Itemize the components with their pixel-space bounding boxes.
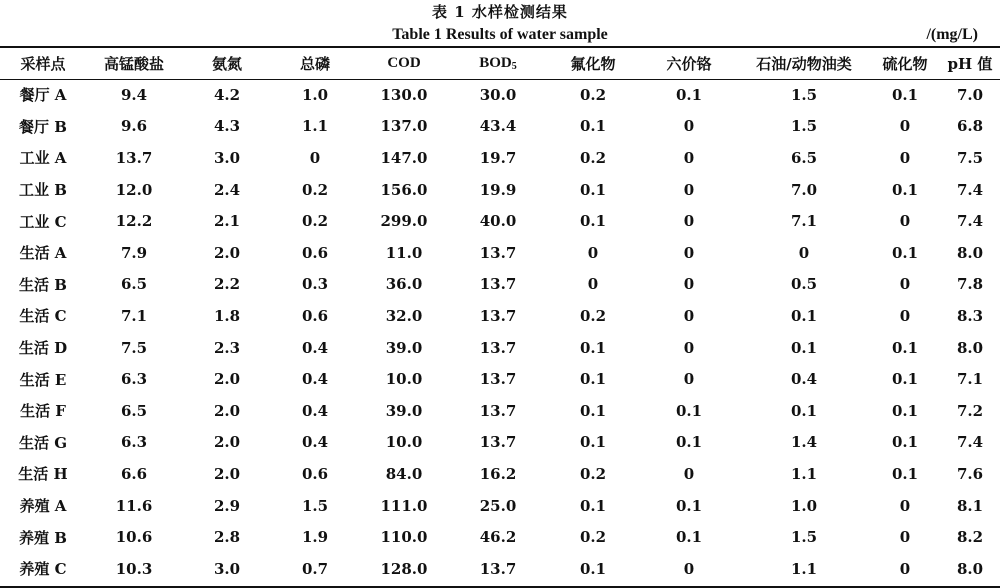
value-cell: 1.0 (790, 496, 818, 515)
value-cell: 8.0 (956, 243, 984, 262)
value-cell: 43.4 (479, 117, 517, 136)
value-cell: 7.1 (790, 212, 818, 231)
value-cell: 10.0 (385, 433, 423, 452)
value-cell: 110.0 (380, 528, 428, 547)
value-cell: 0.1 (579, 338, 607, 357)
sample-name-cell: 生活 H (18, 465, 68, 484)
sample-name-cell: 生活 F (20, 402, 66, 421)
value-cell: 7.1 (956, 370, 984, 389)
value-cell: 0.6 (301, 464, 329, 483)
value-cell: 11.6 (115, 496, 153, 515)
value-cell: 8.0 (956, 338, 984, 357)
table-row (0, 553, 1000, 585)
table-row (0, 174, 1000, 206)
value-cell: 2.4 (213, 180, 241, 199)
value-cell: 1.5 (301, 496, 329, 515)
value-cell: 0 (683, 370, 695, 389)
value-cell: 0 (683, 338, 695, 357)
value-cell: 130.0 (380, 85, 428, 104)
value-cell: 0 (587, 275, 599, 294)
value-cell: 1.1 (790, 559, 818, 578)
value-cell: 6.3 (120, 433, 148, 452)
value-cell: 46.2 (479, 528, 517, 547)
sample-name-cell: 工业 A (19, 149, 67, 168)
sample-name-cell: 工业 C (19, 212, 67, 231)
value-cell: 0 (798, 243, 810, 262)
table-body (0, 79, 1000, 585)
value-cell: 7.5 (956, 148, 984, 167)
value-cell: 1.0 (301, 85, 329, 104)
value-cell: 19.7 (479, 148, 517, 167)
value-cell: 25.0 (479, 496, 517, 515)
value-cell: 13.7 (115, 148, 153, 167)
value-cell: 137.0 (380, 117, 428, 136)
value-cell: 10.6 (115, 528, 153, 547)
col-header-oil: 石油/动物油类 (756, 55, 852, 73)
value-cell: 1.9 (301, 528, 329, 547)
value-cell: 6.5 (120, 401, 148, 420)
value-cell: 30.0 (479, 85, 517, 104)
value-cell: 13.7 (479, 306, 517, 325)
value-cell: 1.5 (790, 85, 818, 104)
sample-name-cell: 生活 D (18, 339, 68, 358)
sample-name-cell: 餐厅 A (19, 86, 67, 105)
bod-label: BOD (479, 55, 512, 71)
value-cell: 10.0 (385, 370, 423, 389)
value-cell: 0 (587, 243, 599, 262)
col-header-permanganate: 高锰酸盐 (103, 55, 164, 73)
col-header-ph: pH 值 (947, 55, 993, 73)
value-cell: 2.0 (213, 464, 241, 483)
bod-subscript: 5 (511, 61, 517, 72)
value-cell: 1.1 (301, 117, 329, 136)
value-cell: 128.0 (380, 559, 428, 578)
sample-name-cell: 生活 E (19, 370, 67, 389)
value-cell: 0.1 (675, 496, 703, 515)
value-cell: 0.1 (579, 212, 607, 231)
table-row (0, 363, 1000, 395)
col-header-chromium: 六价铬 (666, 55, 712, 73)
value-cell: 7.0 (790, 180, 818, 199)
value-cell: 0 (899, 496, 911, 515)
value-cell: 13.7 (479, 338, 517, 357)
value-cell: 0.4 (301, 338, 329, 357)
sample-name-cell: 养殖 A (19, 497, 67, 516)
value-cell: 3.0 (213, 559, 241, 578)
value-cell: 39.0 (385, 401, 423, 420)
value-cell: 13.7 (479, 559, 517, 578)
value-cell: 6.5 (120, 275, 148, 294)
value-cell: 39.0 (385, 338, 423, 357)
value-cell: 0.1 (675, 433, 703, 452)
value-cell: 0 (899, 117, 911, 136)
value-cell: 0 (683, 180, 695, 199)
unit-label: /(mg/L) (926, 26, 978, 43)
col-header-phosphorus: 总磷 (299, 55, 330, 73)
value-cell: 0.1 (579, 117, 607, 136)
value-cell: 0.1 (790, 338, 818, 357)
value-cell: 2.1 (213, 212, 241, 231)
value-cell: 1.5 (790, 117, 818, 136)
value-cell: 0 (899, 306, 911, 325)
value-cell: 0 (683, 464, 695, 483)
value-cell: 0.2 (579, 528, 607, 547)
value-cell: 10.3 (115, 559, 153, 578)
table-title-english: Table 1 Results of water sample (392, 26, 608, 43)
sample-name-cell: 生活 C (19, 307, 67, 326)
sample-name-cell: 养殖 C (19, 560, 67, 579)
value-cell: 3.0 (213, 148, 241, 167)
value-cell: 13.7 (479, 370, 517, 389)
value-cell: 1.1 (790, 464, 818, 483)
value-cell: 84.0 (385, 464, 423, 483)
value-cell: 6.8 (956, 117, 984, 136)
value-cell: 0 (683, 148, 695, 167)
value-cell: 2.0 (213, 370, 241, 389)
value-cell: 0.1 (891, 370, 919, 389)
value-cell: 0.1 (579, 433, 607, 452)
value-cell: 2.2 (213, 275, 241, 294)
value-cell: 0 (309, 148, 321, 167)
value-cell: 0.3 (301, 275, 329, 294)
water-sample-table (0, 48, 1000, 585)
value-cell: 0.1 (891, 180, 919, 199)
table-row (0, 300, 1000, 332)
value-cell: 16.2 (479, 464, 517, 483)
table-row (0, 79, 1000, 111)
value-cell: 0.7 (301, 559, 329, 578)
value-cell: 0.1 (675, 528, 703, 547)
value-cell: 7.6 (956, 464, 984, 483)
value-cell: 6.5 (790, 148, 818, 167)
value-cell: 6.3 (120, 370, 148, 389)
value-cell: 0 (683, 243, 695, 262)
value-cell: 0.1 (579, 559, 607, 578)
value-cell: 2.3 (213, 338, 241, 357)
value-cell: 0.2 (579, 85, 607, 104)
value-cell: 0 (683, 117, 695, 136)
value-cell: 0.1 (891, 85, 919, 104)
value-cell: 36.0 (385, 275, 423, 294)
table-row (0, 142, 1000, 174)
value-cell: 156.0 (380, 180, 428, 199)
value-cell: 0 (899, 528, 911, 547)
value-cell: 8.0 (956, 559, 984, 578)
table-row (0, 269, 1000, 301)
table-row (0, 427, 1000, 459)
value-cell: 7.4 (956, 433, 984, 452)
value-cell: 0.2 (301, 180, 329, 199)
value-cell: 0 (899, 148, 911, 167)
value-cell: 0 (899, 212, 911, 231)
value-cell: 0.1 (790, 401, 818, 420)
sample-name-cell: 生活 A (19, 244, 67, 263)
value-cell: 13.7 (479, 275, 517, 294)
value-cell: 7.2 (956, 401, 984, 420)
table-row (0, 521, 1000, 553)
value-cell: 0.2 (579, 148, 607, 167)
value-cell: 2.0 (213, 401, 241, 420)
value-cell: 9.4 (120, 85, 148, 104)
value-cell: 111.0 (380, 496, 428, 515)
value-cell: 2.0 (213, 243, 241, 262)
table-row (0, 237, 1000, 269)
value-cell: 147.0 (380, 148, 428, 167)
value-cell: 0.1 (675, 401, 703, 420)
value-cell: 19.9 (479, 180, 517, 199)
col-header-sample: 采样点 (20, 55, 66, 73)
col-header-ammonia: 氨氮 (211, 55, 242, 73)
value-cell: 12.2 (115, 212, 153, 231)
value-cell: 7.0 (956, 85, 984, 104)
value-cell: 4.2 (213, 85, 241, 104)
col-header-cod: COD (387, 55, 421, 71)
value-cell: 0.1 (579, 496, 607, 515)
table-row (0, 458, 1000, 490)
sample-name-cell: 生活 B (19, 275, 67, 294)
sample-name-cell: 工业 B (19, 181, 67, 200)
value-cell: 0 (899, 275, 911, 294)
col-header-sulfide: 硫化物 (882, 55, 928, 73)
value-cell: 1.4 (790, 433, 818, 452)
value-cell: 12.0 (115, 180, 153, 199)
table-row (0, 490, 1000, 522)
value-cell: 0 (899, 559, 911, 578)
col-header-bod (450, 48, 546, 79)
sample-name-cell: 餐厅 B (19, 117, 67, 136)
value-cell: 40.0 (479, 212, 517, 231)
value-cell: 0.6 (301, 243, 329, 262)
value-cell: 0.1 (579, 370, 607, 389)
value-cell: 0.2 (579, 464, 607, 483)
value-cell: 8.3 (956, 306, 984, 325)
value-cell: 0.4 (301, 433, 329, 452)
value-cell: 0.5 (790, 275, 818, 294)
value-cell: 7.4 (956, 212, 984, 231)
value-cell: 0.4 (301, 370, 329, 389)
value-cell: 0.1 (891, 338, 919, 357)
value-cell: 0.1 (891, 464, 919, 483)
value-cell: 13.7 (479, 433, 517, 452)
value-cell: 1.8 (213, 306, 241, 325)
value-cell: 4.3 (213, 117, 241, 136)
table-row (0, 111, 1000, 143)
col-header-fluoride: 氟化物 (570, 55, 616, 73)
value-cell: 0 (683, 275, 695, 294)
value-cell: 0.2 (301, 212, 329, 231)
value-cell: 13.7 (479, 401, 517, 420)
value-cell: 0.6 (301, 306, 329, 325)
value-cell: 0.2 (579, 306, 607, 325)
value-cell: 0.1 (891, 433, 919, 452)
value-cell: 0.1 (675, 85, 703, 104)
value-cell: 0.1 (579, 180, 607, 199)
value-cell: 7.1 (120, 306, 148, 325)
sample-name-cell: 养殖 B (19, 528, 67, 547)
value-cell: 2.0 (213, 433, 241, 452)
value-cell: 7.8 (956, 275, 984, 294)
value-cell: 0 (683, 306, 695, 325)
table-row (0, 332, 1000, 364)
value-cell: 9.6 (120, 117, 148, 136)
header-row (0, 48, 1000, 79)
value-cell: 6.6 (120, 464, 148, 483)
value-cell: 0.4 (790, 370, 818, 389)
value-cell: 0.1 (579, 401, 607, 420)
value-cell: 32.0 (385, 306, 423, 325)
value-cell: 0 (683, 212, 695, 231)
value-cell: 8.2 (956, 528, 984, 547)
value-cell: 1.5 (790, 528, 818, 547)
value-cell: 0 (683, 559, 695, 578)
table-title-chinese: 表 1 水样检测结果 (432, 3, 568, 21)
value-cell: 2.8 (213, 528, 241, 547)
value-cell: 0.1 (891, 401, 919, 420)
sample-name-cell: 生活 G (18, 433, 68, 452)
value-cell: 13.7 (479, 243, 517, 262)
value-cell: 7.5 (120, 338, 148, 357)
value-cell: 7.9 (120, 243, 148, 262)
value-cell: 2.9 (213, 496, 241, 515)
value-cell: 8.1 (956, 496, 984, 515)
table-row (0, 395, 1000, 427)
value-cell: 299.0 (380, 212, 428, 231)
value-cell: 0.1 (891, 243, 919, 262)
value-cell: 0.4 (301, 401, 329, 420)
value-cell: 11.0 (385, 243, 423, 262)
value-cell: 0.1 (790, 306, 818, 325)
value-cell: 7.4 (956, 180, 984, 199)
table-row (0, 205, 1000, 237)
